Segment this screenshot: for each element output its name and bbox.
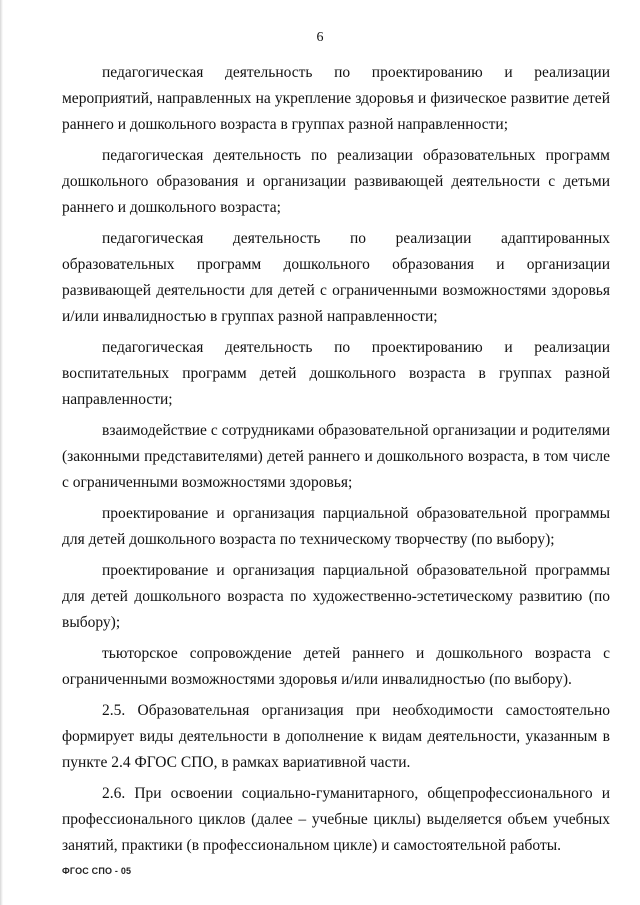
paragraph-2-5: 2.5. Образовательная организация при необходимости самостоятельно формирует виды деятельности в дополнение к видам деятельности, указанным в пункте 2.4 ФГОС СПО, в рамках вариативной части. [62,702,610,771]
document-body [62,60,610,864]
paragraph-2-6: 2.6. При освоении социально-гуманитарного, общепрофессионального и профессионального циклов (далее – учебные циклы) выделяется объем учебных занятий, практики (в профессиональном цикле) и самостоятельной работы. [62,785,610,854]
paragraph-7: проектирование и организация парциальной образовательной программы для детей дошкольного возраста по художественно-эстетическому развитию (по выбору); [62,562,610,631]
page-number: 6 [316,30,324,45]
scan-edge [0,0,3,905]
paragraph-4: педагогическая деятельность по проектированию и реализации воспитательных программ детей дошкольного возраста в группах разной направленности; [62,339,610,408]
paragraph-2: педагогическая деятельность по реализации образовательных программ дошкольного образования и организации развивающей деятельности с детьми раннего и дошкольного возраста; [62,147,610,216]
paragraph-8: тьюторское сопровождение детей раннего и дошкольного возраста с ограниченными возможностями здоровья и/или инвалидностью (по выбору). [62,645,610,688]
paragraph-3: педагогическая деятельность по реализации адаптированных образовательных программ дошкольного образования и организации развивающей деятельности для детей с ограниченными возможностями здоровья и/или инвалидностью в группах разной направленности; [62,230,610,325]
paragraph-6: проектирование и организация парциальной образовательной программы для детей дошкольного возраста по техническому творчеству (по выбору); [62,505,610,548]
paragraph-5: взаимодействие с сотрудниками образовательной организации и родителями (законными представителями) детей раннего и дошкольного возраста, в том числе с ограниченными возможностями здоровья; [62,422,610,491]
paragraph-1: педагогическая деятельность по проектированию и реализации мероприятий, направленных на укрепление здоровья и физическое развитие детей раннего и дошкольного возраста в группах разной направленности; [62,64,610,133]
footer-code: ФГОС СПО - 05 [62,866,132,876]
